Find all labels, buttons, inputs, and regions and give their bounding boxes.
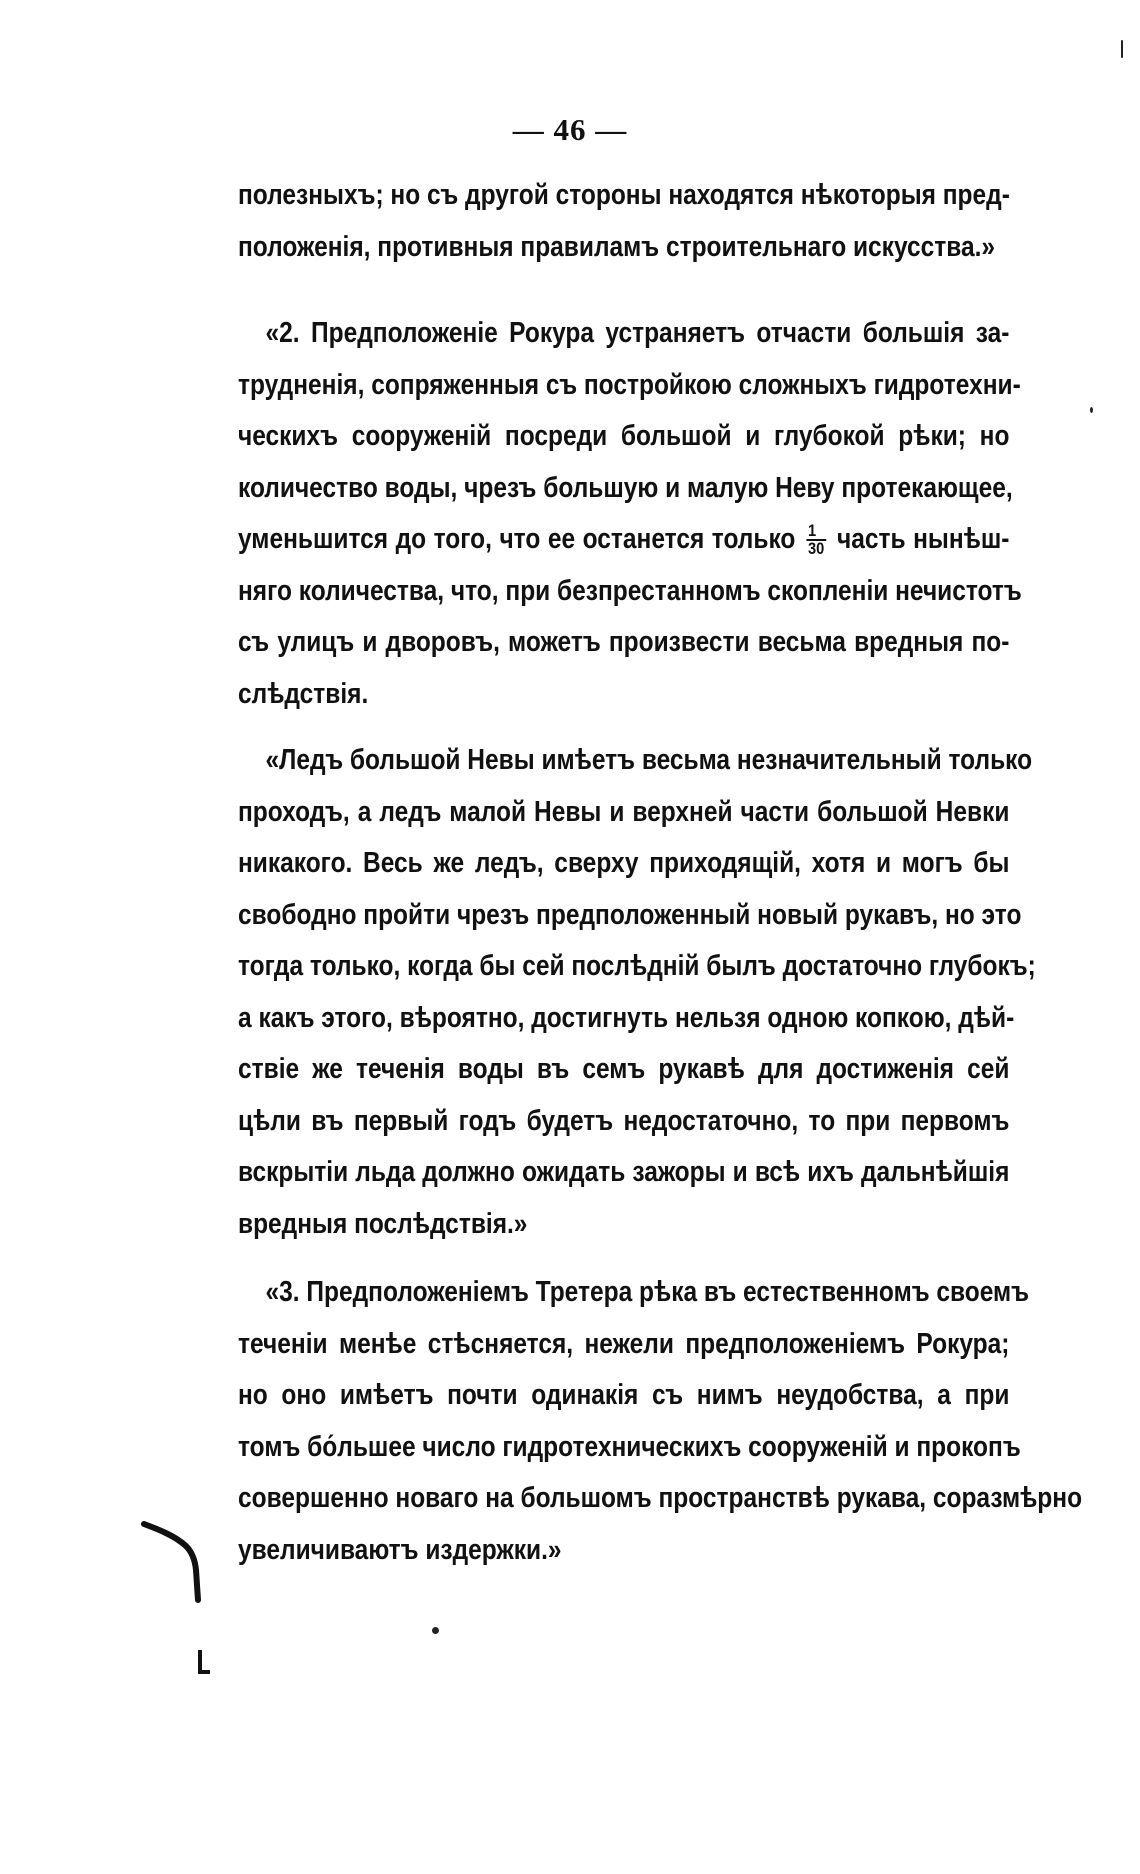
text-line: цѣли въ первый годъ будетъ недостаточно, то при первомъ (238, 1104, 1010, 1137)
text-line: трудненія, сопряженныя съ постройкою сложныхъ гидротехни- (238, 368, 1021, 401)
fraction-line-after: часть нынѣш- (837, 523, 1010, 555)
text-line: «2. Предположеніе Рокура устраняетъ отчасти большія за- (265, 317, 1010, 349)
text-line: увеличиваютъ издержки.» (238, 1533, 562, 1566)
text-line: совершенно новаго на большомъ пространствѣ рукава, соразмѣрно (238, 1482, 1083, 1514)
scan-speck (432, 1627, 439, 1634)
text-line: количество воды, чрезъ большую и малую Неву протекающее, (238, 471, 1013, 504)
text-line: съ улицъ и дворовъ, можетъ произвести весьма вредныя по- (238, 626, 1010, 658)
text-line: а какъ этого, вѣроятно, достигнуть нельзя одною копкою, дѣй- (238, 1001, 1015, 1034)
paragraph-point-3 (238, 1267, 1083, 1576)
paragraph-continuation (238, 170, 1010, 273)
text-line: няго количества, что, при безпрестанномъ скопленіи нечистотъ (238, 574, 1022, 607)
scan-speck (1121, 40, 1123, 58)
text-line: ствіе же теченія воды въ семъ рукавѣ для достиженія сей (238, 1053, 1010, 1085)
text-line: проходъ, а ледъ малой Невы и верхней части большой Невки (238, 795, 1010, 828)
text-line: никакого. Весь же ледъ, сверху приходящій, хотя и могъ бы (238, 847, 1010, 879)
text-line: тогда только, когда бы сей послѣдній былъ достаточно глубокъ; (238, 950, 1036, 982)
text-line: ческихъ сооруженій посреди большой и глубокой рѣки; но (238, 420, 1010, 452)
paragraph-point-2 (238, 308, 1022, 720)
fraction-numerator: 1 (806, 523, 826, 541)
text-line: слѣдствія. (238, 677, 369, 710)
text-line: теченіи менѣе стѣсняется, нежели предположеніемъ Рокура; (238, 1327, 1010, 1360)
scan-speck (1090, 407, 1093, 413)
page-number: — 46 — (512, 112, 628, 147)
margin-ink-mark (140, 1500, 230, 1680)
text-line: вредныя послѣдствія.» (238, 1207, 528, 1240)
text-line: томъ бо́льшее число гидротехническихъ сооруженій и прокопъ (238, 1430, 1021, 1463)
fraction (806, 523, 826, 557)
text-line: «Ледъ большой Невы имѣетъ весьма незначительный только (265, 744, 1033, 776)
text-line: положенія, противныя правиламъ строительнаго искусства.» (238, 230, 996, 263)
fraction-line-before: уменьшится до того, что ее останется только (238, 523, 796, 555)
text-line: свободно пройти чрезъ предположенный новый рукавъ, но это (238, 898, 1022, 931)
text-line: но оно имѣетъ почти одинакія съ нимъ неудобства, а при (238, 1379, 1010, 1411)
text-line-with-fraction (238, 514, 1009, 566)
text-line: вскрытіи льда должно ожидать зажоры и всѣ ихъ дальнѣйшія (238, 1156, 1010, 1188)
text-line: полезныхъ; но съ другой стороны находятся нѣкоторыя пред- (238, 179, 1010, 211)
fraction-denominator: 30 (808, 539, 825, 559)
paragraph-ice (238, 735, 1036, 1250)
text-line: «3. Предположеніемъ Третера рѣка въ естественномъ своемъ (265, 1276, 1030, 1308)
